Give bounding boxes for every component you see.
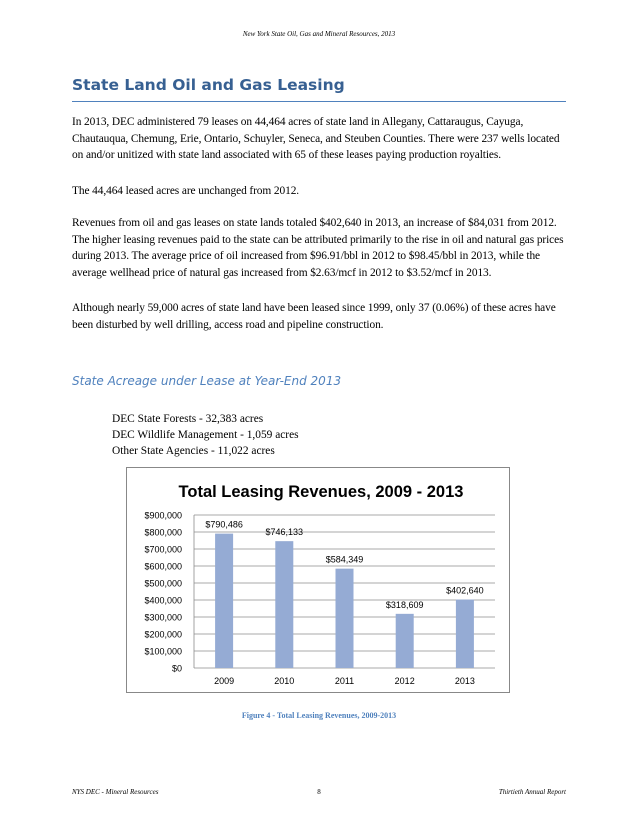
y-tick-label: $900,000 [144,510,182,521]
x-tick-label: 2012 [394,676,415,686]
acreage-list [112,411,299,459]
y-tick-label: $400,000 [144,595,182,606]
y-tick-label: $300,000 [144,612,182,623]
paragraph-leases: In 2013, DEC administered 79 leases on 44,464 acres of state land in Allegany, Cattaraugus, Cayuga, Chautauqua, Chemung, Erie, Ontario, Schuyler, Seneca, and Steuben Counties. There were 237 wells located on and/or unitized with state land associated with 65 of these leases paying production royalties. [72,116,560,162]
x-tick-label: 2009 [214,676,235,686]
y-tick-label: $800,000 [144,527,182,538]
y-tick-label: $200,000 [144,629,182,640]
paragraph-acres: The 44,464 leased acres are unchanged from 2012. [72,185,300,197]
running-header: New York State Oil, Gas and Mineral Resources, 2013 [242,30,396,38]
y-tick-label: $600,000 [144,561,182,572]
acreage-item-other-agencies: Other State Agencies - 11,022 acres [112,445,275,457]
y-tick-label: $500,000 [144,578,182,589]
figure-caption: Figure 4 - Total Leasing Revenues, 2009-2013 [241,711,397,720]
data-label: $790,486 [205,519,243,530]
revenue-chart-svg [127,468,509,692]
bar [456,600,474,668]
paragraph-disturbed: Although nearly 59,000 acres of state land have been leased since 1999, only 37 (0.06%) of these acres have been disturbed by well drilling, access road and pipeline construction. [72,302,556,331]
bar [396,614,414,668]
section-title: State Land Oil and Gas Leasing [72,76,345,94]
y-tick-label: $100,000 [144,646,182,657]
revenue-chart [126,467,510,693]
title-rule [72,101,566,102]
data-label: $402,640 [446,585,484,596]
acreage-title: State Acreage under Lease at Year-End 2013 [72,374,342,388]
x-tick-label: 2010 [274,676,295,686]
data-label: $584,349 [325,554,364,565]
page-number: 8 [317,788,321,796]
bar [275,541,293,668]
paragraph-revenues: Revenues from oil and gas leases on state lands totaled $402,640 in 2013, an increase of $84,031 from 2012. The higher leasing revenues paid to the state can be attributed primarily to the rise in oil and natural gas prices during 2013. The average price of oil increased from $96.91/bbl in 2012 to $98.45/bbl in 2013, while the average wellhead price of natural gas increased from $2.63/mcf in 2012 to $3.52/mcf in 2013. [72,217,564,279]
data-label: $746,133 [265,527,304,538]
data-label: $318,609 [385,599,424,610]
x-tick-label: 2013 [454,676,475,686]
x-tick-label: 2011 [334,676,355,686]
bar [336,569,354,668]
y-tick-label: $0 [171,663,182,674]
footer-left: NYS DEC - Mineral Resources [72,788,159,796]
bar [215,534,233,668]
acreage-item-state-forests: DEC State Forests - 32,383 acres [112,413,264,425]
acreage-item-wildlife: DEC Wildlife Management - 1,059 acres [112,429,299,441]
chart-title: Total Leasing Revenues, 2009 - 2013 [178,483,464,501]
footer-right: Thirtieth Annual Report [498,788,566,796]
y-tick-label: $700,000 [144,544,182,555]
